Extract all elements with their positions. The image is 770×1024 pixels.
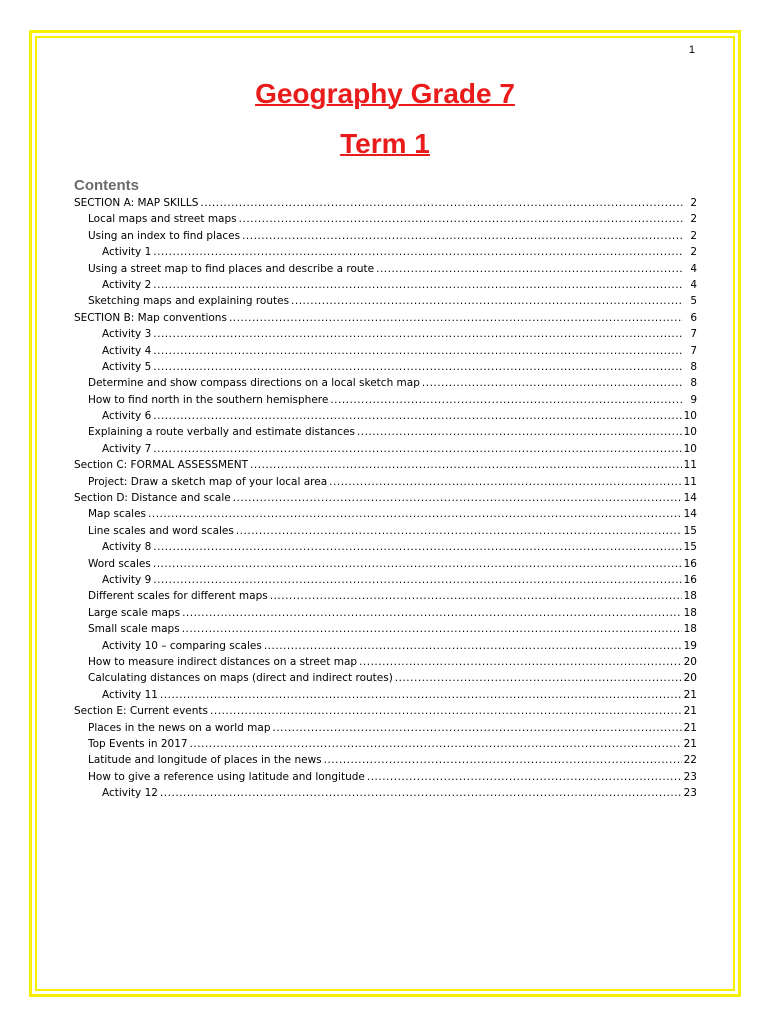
toc-leader-dots xyxy=(182,621,682,637)
toc-entry[interactable] xyxy=(74,228,697,244)
toc-entry-title: SECTION B: Map conventions xyxy=(74,311,227,324)
toc-entry-title: Section C: FORMAL ASSESSMENT xyxy=(74,459,249,472)
toc-leader-dots xyxy=(210,703,682,719)
toc-entry[interactable] xyxy=(74,326,697,342)
toc-entry-title: Map scales xyxy=(88,508,147,521)
toc-entry-title: How to measure indirect distances on a street map xyxy=(88,655,358,668)
toc-entry-page: 8 xyxy=(690,360,697,373)
toc-entry-title: Activity 12 xyxy=(102,787,158,800)
toc-entry-page: 2 xyxy=(690,229,697,242)
toc-entry[interactable] xyxy=(74,752,697,768)
toc-entry-page: 18 xyxy=(683,623,697,636)
toc-entry-title: Activity 7 xyxy=(102,442,152,455)
toc-entry-page: 21 xyxy=(683,721,697,734)
toc-entry-title: Small scale maps xyxy=(88,623,180,636)
toc-entry-title: Top Events in 2017 xyxy=(88,737,188,750)
toc-entry[interactable] xyxy=(74,457,697,473)
toc-entry[interactable] xyxy=(74,277,697,293)
toc-entry[interactable] xyxy=(74,261,697,277)
toc-entry-title: Using an index to find places xyxy=(88,229,241,242)
toc-entry-page: 16 xyxy=(683,557,697,570)
toc-entry-page: 11 xyxy=(683,459,697,472)
toc-entry-page: 21 xyxy=(683,688,697,701)
toc-entry-title: How to give a reference using latitude and longitude xyxy=(88,770,365,783)
toc-entry-title: Activity 6 xyxy=(102,410,152,423)
toc-entry-page: 22 xyxy=(683,754,697,767)
toc-entry-page: 11 xyxy=(683,475,697,488)
toc-entry[interactable] xyxy=(74,720,697,736)
toc-entry[interactable] xyxy=(74,195,697,211)
toc-entry-page: 21 xyxy=(683,705,697,718)
toc-entry-title: Activity 3 xyxy=(102,328,152,341)
toc-leader-dots xyxy=(190,736,682,752)
toc-leader-dots xyxy=(153,343,683,359)
toc-entry-title: Section E: Current events xyxy=(74,705,209,718)
toc-entry-page: 19 xyxy=(683,639,697,652)
page-number: 1 xyxy=(688,44,695,56)
toc-entry[interactable] xyxy=(74,670,697,686)
toc-entry-title: How to find north in the southern hemisphere xyxy=(88,393,329,406)
toc-entry-page: 7 xyxy=(690,328,697,341)
toc-entry-page: 10 xyxy=(683,410,697,423)
toc-entry-title: Activity 8 xyxy=(102,541,152,554)
toc-entry[interactable] xyxy=(74,769,697,785)
toc-leader-dots xyxy=(395,670,682,686)
toc-leader-dots xyxy=(153,572,681,588)
toc-entry-title: Activity 1 xyxy=(102,246,152,259)
toc-entry[interactable] xyxy=(74,359,697,375)
toc-leader-dots xyxy=(182,605,682,621)
toc-entry[interactable] xyxy=(74,654,697,670)
toc-leader-dots xyxy=(153,359,683,375)
toc-leader-dots xyxy=(153,556,682,572)
toc-leader-dots xyxy=(148,506,682,522)
toc-entry[interactable] xyxy=(74,211,697,227)
toc-entry[interactable] xyxy=(74,375,697,391)
toc-entry[interactable] xyxy=(74,687,697,703)
toc-entry[interactable] xyxy=(74,424,697,440)
toc-entry-title: Activity 10 – comparing scales xyxy=(102,639,262,652)
table-of-contents xyxy=(74,195,697,801)
document-subtitle: Term 1 xyxy=(340,128,430,159)
toc-leader-dots xyxy=(367,769,682,785)
toc-leader-dots xyxy=(270,588,682,604)
toc-entry-title: Activity 9 xyxy=(102,573,152,586)
toc-entry[interactable] xyxy=(74,441,697,457)
toc-entry-page: 6 xyxy=(690,311,697,324)
toc-leader-dots xyxy=(329,474,681,490)
toc-entry-title: Different scales for different maps xyxy=(88,590,268,603)
toc-entry-page: 14 xyxy=(683,492,697,505)
toc-entry-title: Places in the news on a world map xyxy=(88,721,271,734)
toc-entry-title: Local maps and street maps xyxy=(88,213,237,226)
toc-entry[interactable] xyxy=(74,638,697,654)
toc-entry-page: 23 xyxy=(683,787,697,800)
toc-leader-dots xyxy=(200,195,683,211)
toc-entry-title: Explaining a route verbally and estimate distances xyxy=(88,426,355,439)
toc-entry-title: Activity 11 xyxy=(102,688,158,701)
toc-entry[interactable] xyxy=(74,293,697,309)
toc-entry-title: Activity 2 xyxy=(102,278,152,291)
toc-entry-page: 16 xyxy=(683,573,697,586)
toc-leader-dots xyxy=(330,392,683,408)
toc-leader-dots xyxy=(250,457,682,473)
toc-leader-dots xyxy=(233,490,682,506)
toc-leader-dots xyxy=(291,293,683,309)
toc-entry[interactable] xyxy=(74,490,697,506)
toc-entry[interactable] xyxy=(74,556,697,572)
toc-entry-page: 4 xyxy=(690,278,697,291)
toc-entry[interactable] xyxy=(74,392,697,408)
toc-entry[interactable] xyxy=(74,605,697,621)
toc-leader-dots xyxy=(160,687,682,703)
toc-entry-page: 2 xyxy=(690,213,697,226)
toc-leader-dots xyxy=(153,277,683,293)
toc-entry-page: 14 xyxy=(683,508,697,521)
toc-entry-title: Determine and show compass directions on a local sketch map xyxy=(88,377,420,390)
toc-leader-dots xyxy=(153,539,681,555)
toc-entry-page: 8 xyxy=(690,377,697,390)
toc-leader-dots xyxy=(229,310,683,326)
toc-leader-dots xyxy=(153,408,681,424)
contents-heading: Contents xyxy=(74,177,139,194)
toc-leader-dots xyxy=(357,424,682,440)
toc-entry-title: Section D: Distance and scale xyxy=(74,492,231,505)
toc-entry-title: Using a street map to find places and describe a route xyxy=(88,262,375,275)
document-title: Geography Grade 7 xyxy=(255,78,515,109)
toc-entry-page: 15 xyxy=(683,524,697,537)
toc-entry[interactable] xyxy=(74,244,697,260)
toc-entry[interactable] xyxy=(74,310,697,326)
toc-entry-title: Activity 4 xyxy=(102,344,152,357)
toc-entry-page: 20 xyxy=(683,655,697,668)
toc-entry-title: Activity 5 xyxy=(102,360,152,373)
toc-entry[interactable] xyxy=(74,572,697,588)
toc-entry-title: Word scales xyxy=(88,557,151,570)
toc-entry-title: Latitude and longitude of places in the news xyxy=(88,754,322,767)
toc-entry-page: 18 xyxy=(683,590,697,603)
toc-leader-dots xyxy=(272,720,681,736)
toc-entry[interactable] xyxy=(74,703,697,719)
toc-entry-title: SECTION A: MAP SKILLS xyxy=(74,197,199,209)
toc-leader-dots xyxy=(359,654,682,670)
toc-entry-title: Sketching maps and explaining routes xyxy=(88,295,290,308)
toc-entry-title: Calculating distances on maps (direct and indirect routes) xyxy=(88,672,393,685)
toc-entry-page: 7 xyxy=(690,344,697,357)
toc-entry-page: 21 xyxy=(683,737,697,750)
toc-entry-page: 15 xyxy=(683,541,697,554)
toc-leader-dots xyxy=(324,752,682,768)
toc-entry-title: Line scales and word scales xyxy=(88,524,234,537)
toc-entry-page: 20 xyxy=(683,672,697,685)
toc-entry[interactable] xyxy=(74,588,697,604)
toc-leader-dots xyxy=(236,523,682,539)
toc-entry-page: 5 xyxy=(690,295,697,308)
toc-entry-page: 23 xyxy=(683,770,697,783)
toc-entry[interactable] xyxy=(74,621,697,637)
toc-leader-dots xyxy=(422,375,683,391)
toc-entry-page: 10 xyxy=(683,442,697,455)
toc-entry[interactable] xyxy=(74,539,697,555)
toc-entry-page: 10 xyxy=(683,426,697,439)
toc-entry-title: Large scale maps xyxy=(88,606,181,619)
toc-entry-page: 9 xyxy=(690,393,697,406)
toc-entry[interactable] xyxy=(74,474,697,490)
toc-leader-dots xyxy=(153,441,681,457)
toc-leader-dots xyxy=(242,228,683,244)
toc-leader-dots xyxy=(153,244,683,260)
toc-entry[interactable] xyxy=(74,343,697,359)
toc-entry-page: 18 xyxy=(683,606,697,619)
toc-entry-page: 4 xyxy=(690,262,697,275)
toc-entry-page: 2 xyxy=(690,197,697,209)
toc-leader-dots xyxy=(160,785,682,801)
toc-entry[interactable] xyxy=(74,785,697,801)
toc-entry-title: Project: Draw a sketch map of your local area xyxy=(88,475,328,488)
toc-entry-page: 2 xyxy=(690,246,697,259)
toc-leader-dots xyxy=(239,211,683,227)
toc-entry[interactable] xyxy=(74,506,697,522)
toc-entry[interactable] xyxy=(74,408,697,424)
toc-entry[interactable] xyxy=(74,523,697,539)
toc-entry[interactable] xyxy=(74,736,697,752)
toc-leader-dots xyxy=(153,326,683,342)
toc-leader-dots xyxy=(264,638,682,654)
toc-leader-dots xyxy=(376,261,683,277)
